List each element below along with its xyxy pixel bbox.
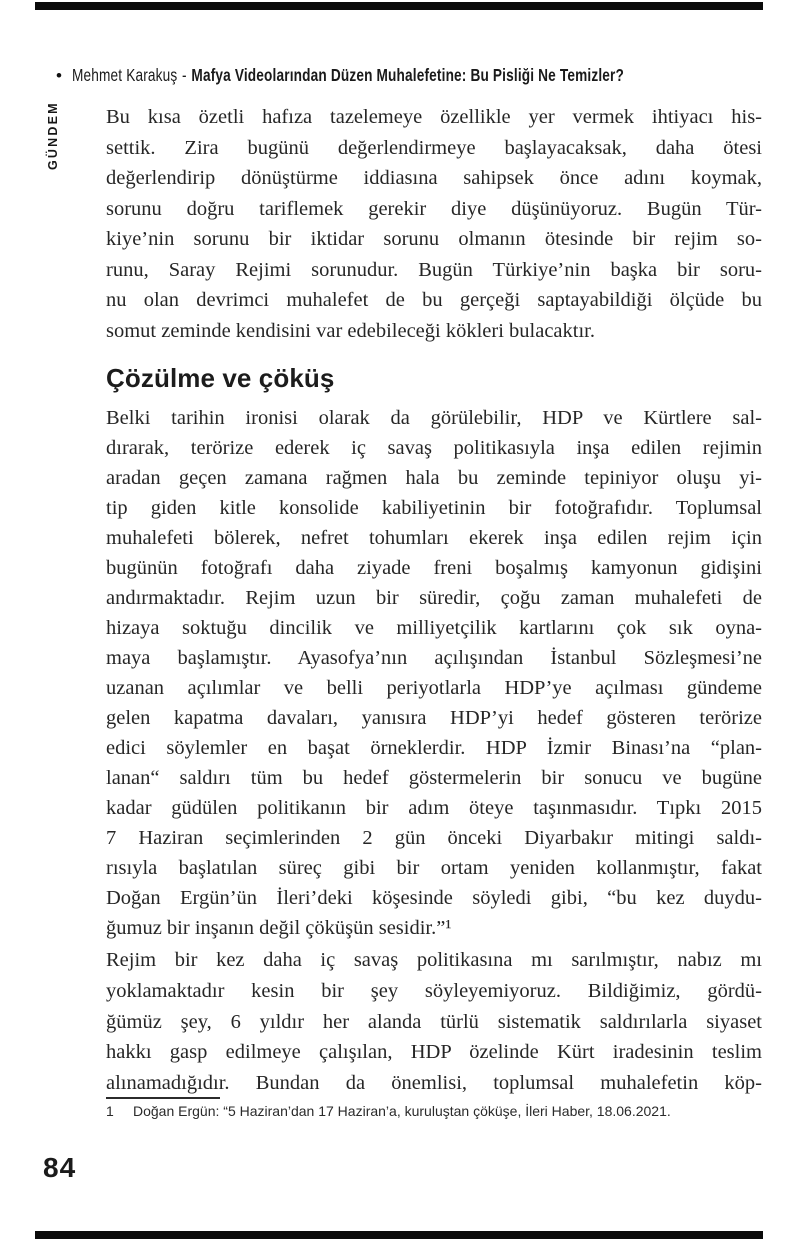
section-heading: Çözülme ve çöküş	[106, 363, 335, 393]
text-line: hizaya soktuğu dincilik ve milliyetçilik kartlarını çok sık oyna-	[106, 617, 762, 639]
text-line: tip giden kitle konsolide kabiliyetinin bir fotoğrafıdır. Toplumsal	[106, 497, 762, 519]
text-line: kiye’nin sorunu bir iktidar sorunu olmanın ötesinde bir rejim so-	[106, 228, 762, 250]
text-line: 7 Haziran seçimlerinden 2 gün önceki Diyarbakır mitingi saldı-	[106, 827, 762, 849]
bullet-icon: •	[56, 65, 62, 85]
text-line: ğümüz şey, 6 yıldır her alanda türlü sistematik saldırılarla siyaset	[106, 1010, 762, 1033]
text-line: Rejim bir kez daha iç savaş politikasına mı sarılmıştır, nabız mı	[106, 949, 762, 971]
running-header	[56, 62, 780, 88]
text-line: nu olan devrimci muhalefet de bu gerçeği saptayabildiği ölçüde bu	[106, 289, 762, 311]
section-sidebar-label: GÜNDEM	[46, 101, 60, 170]
running-header-text	[72, 65, 624, 86]
text-line: somut zeminde kendisini var edebileceği kökleri bulacaktır.	[106, 319, 595, 342]
page-number: 84	[43, 1152, 77, 1183]
paragraph-2	[106, 403, 762, 943]
footnote-rule	[106, 1097, 220, 1099]
text-line: hakkı gasp edilmeye çalışılan, HDP özelinde Kürt iradesinin teslim	[106, 1041, 762, 1064]
bottom-edge-rule	[35, 1231, 763, 1239]
text-line: maya başlamıştır. Ayasofya’nın açılışından İstanbul Sözleşmesi’ne	[106, 647, 762, 669]
text-line: ğumuz bir inşanın değil çöküşün sesidir.”¹	[106, 917, 452, 939]
text-line: aradan geçen zamana rağmen hala bu zeminde tepiniyor oluşu yi-	[106, 467, 762, 489]
footnote-number: 1	[106, 1103, 114, 1119]
header-separator: -	[181, 64, 187, 85]
text-line: değerlendirip dönüştürme iddiasına sahipsek önce adını koymak,	[106, 167, 762, 189]
text-line: dırarak, terörize ederek iç savaş politikasıyla inşa edilen rejimin	[106, 437, 762, 459]
text-line: runu, Saray Rejimi sorunudur. Bugün Türkiye’nin başka bir soru-	[106, 258, 762, 281]
paragraph-1	[106, 102, 762, 346]
text-line: Belki tarihin ironisi olarak da görülebilir, HDP ve Kürtlere sal-	[106, 407, 762, 429]
text-line: settik. Zira bugünü değerlendirmeye başlayacaksak, daha ötesi	[106, 136, 762, 159]
top-edge-rule	[35, 2, 763, 10]
text-line: rısıyla başlatılan süreç gibi bir ortam yeniden kollanmıştır, fakat	[106, 857, 762, 879]
article-title: Mafya Videolarından Düzen Muhalefetine: Bu Pisliği Ne Temizler?	[191, 64, 624, 85]
text-line: alınamadığıdır. Bundan da önemlisi, toplumsal muhalefetin köp-	[106, 1072, 762, 1094]
text-line: gelen kapatma davaları, yanısıra HDP’yi hedef gösteren terörize	[106, 707, 762, 729]
text-line: kadar güdülen politikanın bir adım öteye taşınmasıdır. Tıpkı 2015	[106, 797, 762, 819]
text-line: edici söylemler en başat örneklerdir. HDP İzmir Binası’na “plan-	[106, 737, 762, 759]
author-name: Mehmet Karakuş	[71, 64, 178, 85]
text-line: Doğan Ergün’ün İleri’deki köşesinde söyledi gibi, “bu kez duydu-	[106, 887, 762, 909]
text-line: uzanan açılımlar ve belli periyotlarla HDP’ye açılması gündeme	[106, 677, 762, 699]
text-line: sorunu doğru tariflemek gerekir diye düşünüyoruz. Bugün Tür-	[106, 197, 762, 220]
text-line: bugünün fotoğrafı daha ziyade freni boşalmış kamyonun gidişini	[106, 557, 762, 579]
footnote	[106, 1103, 766, 1119]
text-line: Bu kısa özetli hafıza tazelemeye özellikle yer vermek ihtiyacı his-	[106, 106, 762, 128]
text-line: yoklamaktadır kesin bir şey söyleyemiyoruz. Bildiğimiz, gördü-	[106, 979, 762, 1002]
text-line: muhalefeti bölerek, nefret tohumları ekerek inşa edilen rejim için	[106, 527, 762, 549]
text-line: lanan“ saldırı tüm bu hedef göstermelerin bir sonucu ve bugüne	[106, 767, 762, 789]
footnote-text: Doğan Ergün: “5 Haziran’dan 17 Haziran’a, kuruluştan çöküşe, İleri Haber, 18.06.2021.	[133, 1103, 671, 1119]
paragraph-3	[106, 945, 762, 1099]
text-line: andırmaktadır. Rejim uzun bir süredir, çoğu zaman muhalefeti de	[106, 587, 762, 609]
